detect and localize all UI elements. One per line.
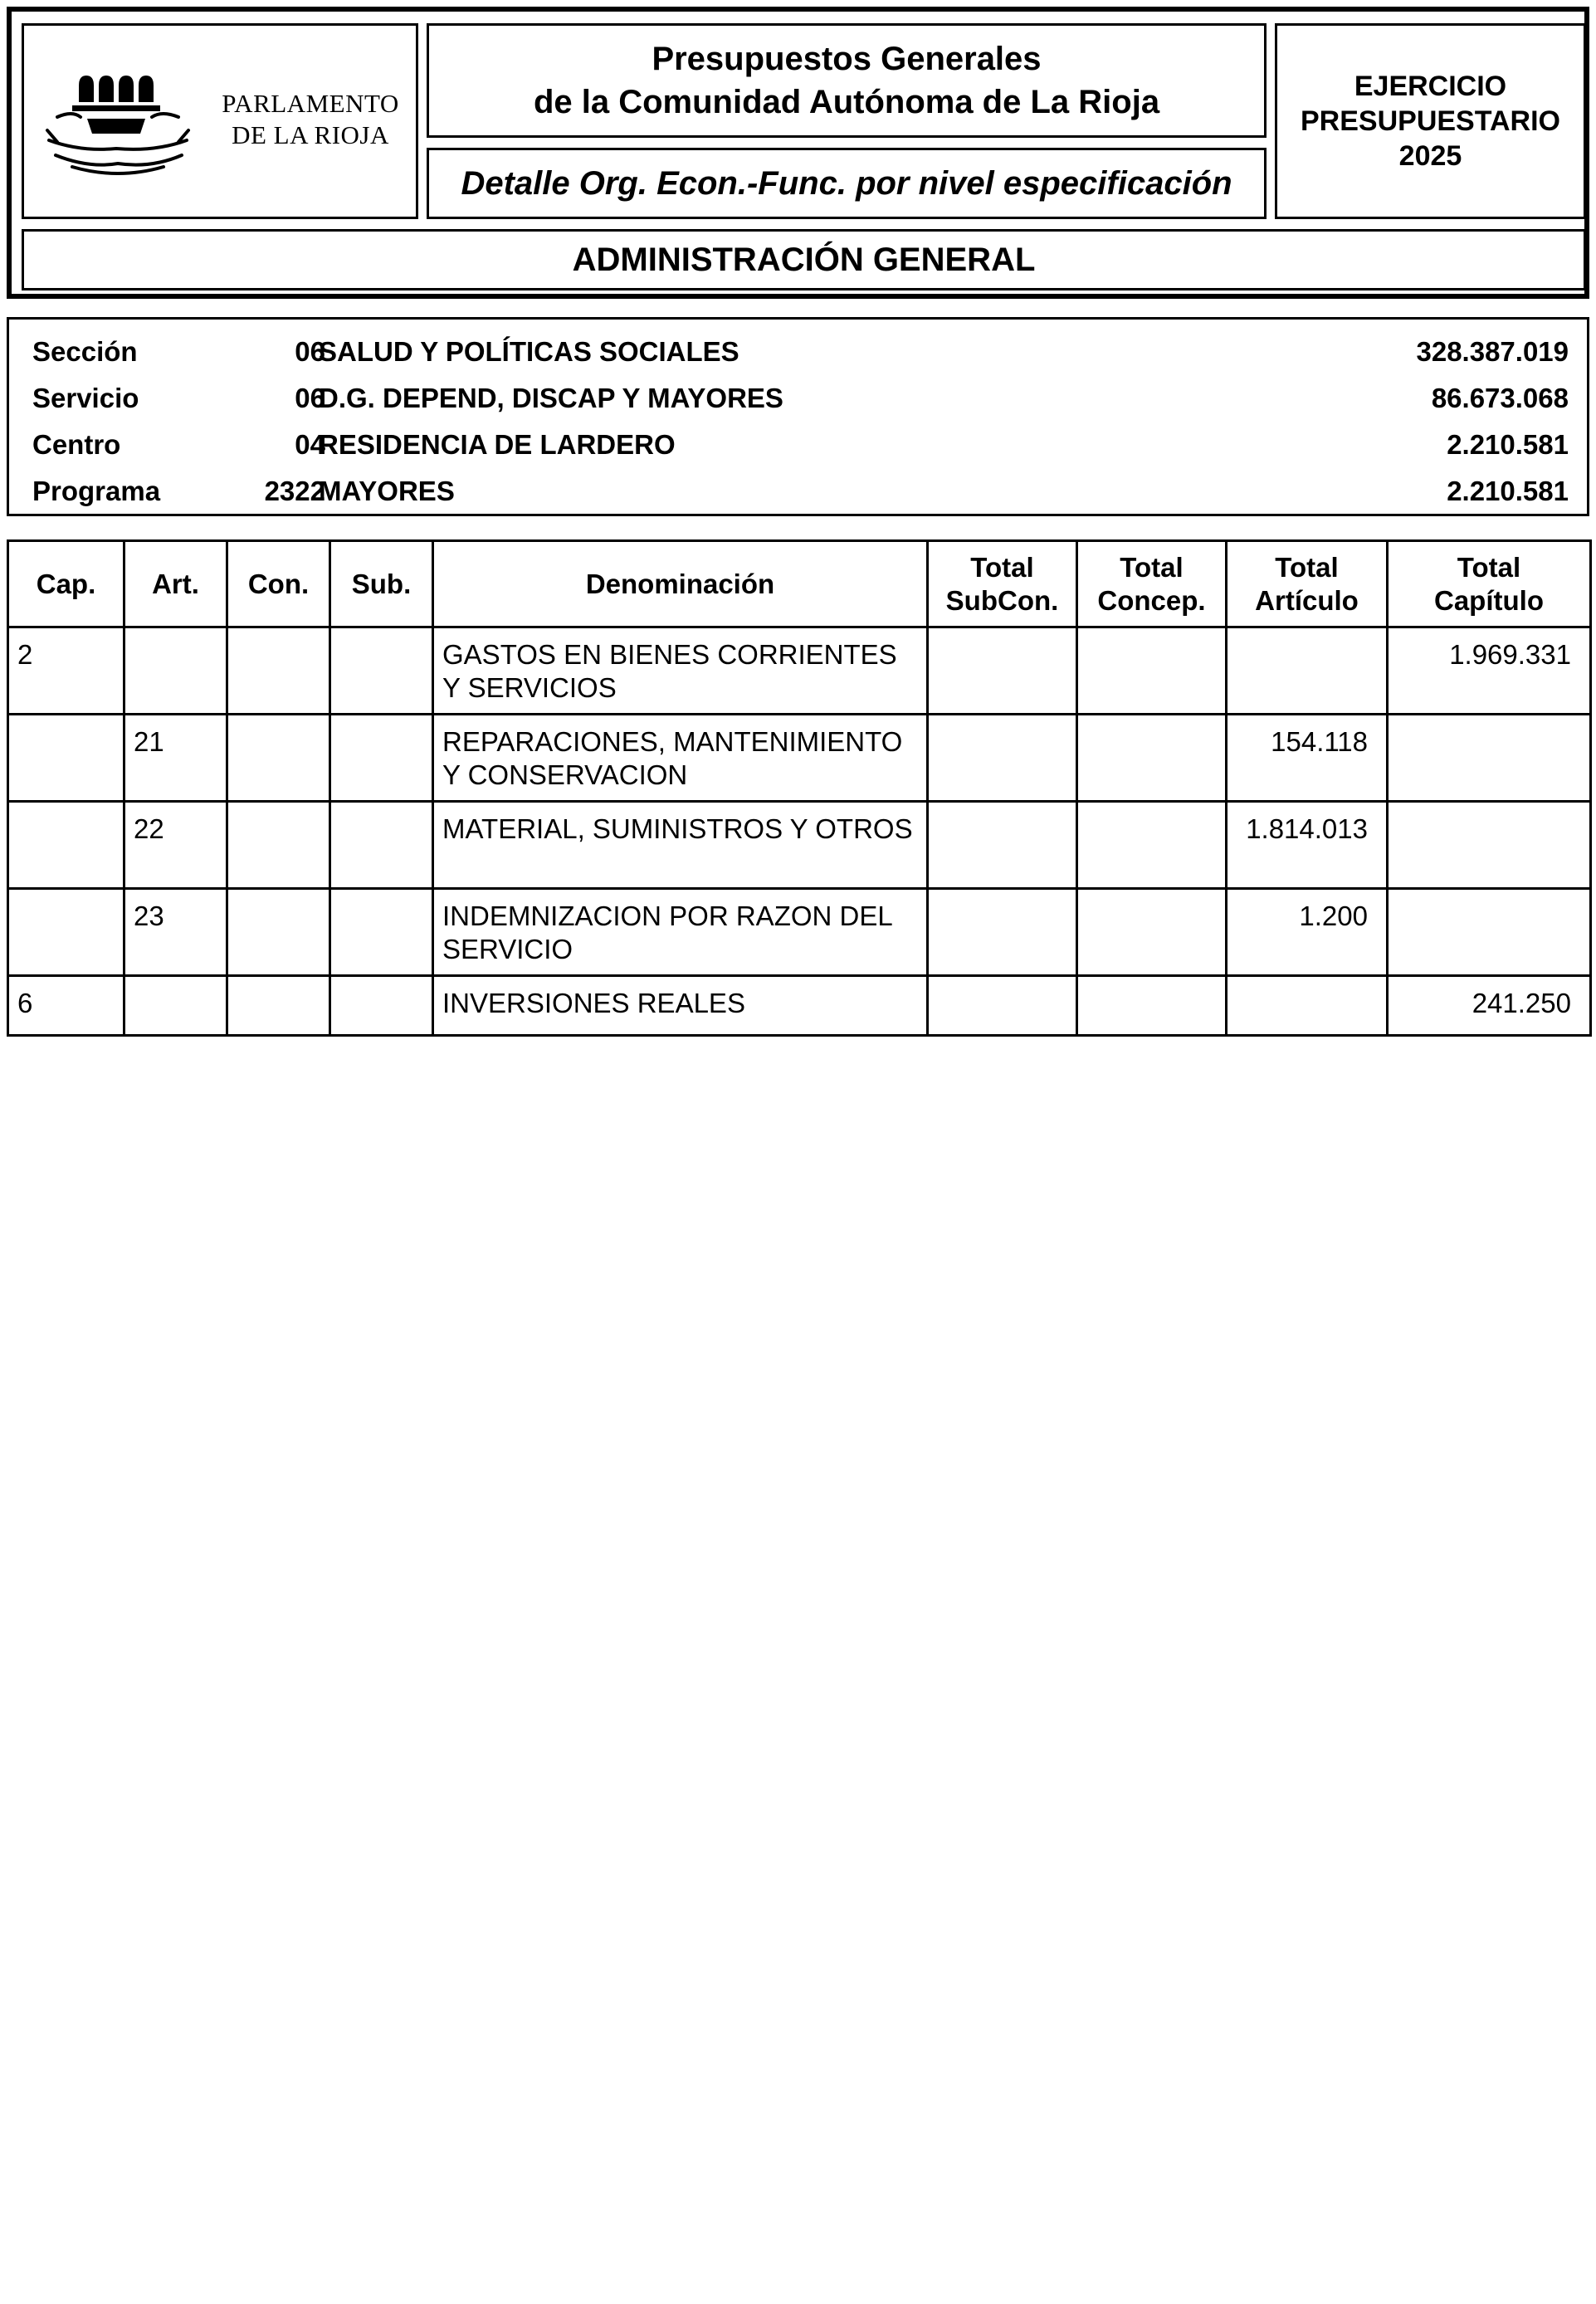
cell-art: 21 (124, 715, 227, 802)
cell-sub (330, 976, 433, 1036)
cell-con (227, 802, 330, 889)
cell-total-concep (1077, 627, 1227, 715)
logo-text-line2: DE LA RIOJA (232, 120, 389, 149)
table-row (8, 715, 1591, 802)
cell-art (124, 976, 227, 1036)
header-text: Total (1457, 551, 1521, 583)
info-label: Servicio (32, 383, 139, 413)
document-title-line2: de la Comunidad Autónoma de La Rioja (533, 84, 1160, 120)
header-text: SubCon. (945, 584, 1059, 616)
table-header-row (8, 541, 1591, 627)
cell-con (227, 627, 330, 715)
info-amount: 2.210.581 (1447, 476, 1569, 506)
cell-denominacion: INVERSIONES REALES (433, 976, 928, 1036)
info-code: 06 (295, 336, 325, 367)
cell-total-subcon (928, 976, 1077, 1036)
header-text: Artículo (1255, 584, 1359, 616)
logo-text-line1: PARLAMENTO (222, 89, 399, 118)
info-label: Sección (32, 336, 138, 367)
cell-art: 23 (124, 889, 227, 976)
cell-total-capitulo (1388, 802, 1591, 889)
header-total-articulo (1227, 541, 1388, 627)
cell-con (227, 715, 330, 802)
info-code: 06 (295, 383, 325, 413)
cell-sub (330, 627, 433, 715)
header-art: Art. (124, 541, 227, 627)
logo-wordmark (207, 88, 414, 151)
cell-art (124, 627, 227, 715)
header-cap: Cap. (8, 541, 124, 627)
info-name: RESIDENCIA DE LARDERO (319, 429, 676, 460)
cell-sub (330, 715, 433, 802)
cell-cap: 2 (8, 627, 124, 715)
cell-cap (8, 715, 124, 802)
table-row (8, 976, 1591, 1036)
cell-con (227, 976, 330, 1036)
info-code: 2322 (264, 476, 325, 506)
document-header (7, 7, 1589, 299)
info-name: D.G. DEPEND, DISCAP Y MAYORES (319, 383, 783, 413)
header-total-concep (1077, 541, 1227, 627)
table-row (8, 627, 1591, 715)
fiscal-year: 2025 (1398, 140, 1462, 172)
info-row-programa (9, 467, 1587, 513)
document-title-line1: Presupuestos Generales (652, 41, 1042, 77)
cell-total-concep (1077, 802, 1227, 889)
info-name: MAYORES (319, 476, 455, 506)
cell-sub (330, 802, 433, 889)
cell-cap (8, 889, 124, 976)
cell-denominacion: GASTOS EN BIENES CORRIENTES Y SERVICIOS (433, 627, 928, 715)
cell-total-subcon (928, 715, 1077, 802)
header-text: Total (1120, 551, 1184, 583)
header-total-capitulo (1388, 541, 1591, 627)
cell-total-articulo (1227, 627, 1388, 715)
info-row-centro (9, 421, 1587, 466)
info-row-servicio (9, 374, 1587, 420)
year-label-line2: PRESUPUESTARIO (1301, 105, 1560, 137)
cell-denominacion: INDEMNIZACION POR RAZON DEL SERVICIO (433, 889, 928, 976)
cell-art: 22 (124, 802, 227, 889)
header-sub: Sub. (330, 541, 433, 627)
subtitle-box (427, 148, 1267, 219)
info-amount: 86.673.068 (1431, 383, 1569, 413)
info-amount: 328.387.019 (1416, 336, 1569, 367)
document-subtitle: Detalle Org. Econ.-Func. por nivel especificación (461, 164, 1232, 202)
fiscal-year-box (1275, 23, 1586, 219)
administration-title: ADMINISTRACIÓN GENERAL (572, 241, 1036, 278)
cell-total-articulo: 154.118 (1227, 715, 1388, 802)
cell-total-subcon (928, 627, 1077, 715)
header-text: Total (1275, 551, 1339, 583)
admin-box (22, 229, 1586, 290)
budget-table (7, 539, 1592, 1037)
table-row (8, 889, 1591, 976)
cell-cap: 6 (8, 976, 124, 1036)
cell-total-articulo (1227, 976, 1388, 1036)
cell-total-capitulo: 241.250 (1388, 976, 1591, 1036)
header-text: Concep. (1097, 584, 1206, 616)
budget-info-section (7, 317, 1589, 516)
cell-total-articulo: 1.814.013 (1227, 802, 1388, 889)
table-row (8, 802, 1591, 889)
cell-total-concep (1077, 889, 1227, 976)
info-label: Centro (32, 429, 121, 460)
year-label-line1: EJERCICIO (1354, 71, 1507, 102)
info-code: 04 (295, 429, 325, 460)
header-text: Total (970, 551, 1034, 583)
logo-box (22, 23, 418, 219)
cell-total-concep (1077, 715, 1227, 802)
cell-sub (330, 889, 433, 976)
cell-total-articulo: 1.200 (1227, 889, 1388, 976)
info-amount: 2.210.581 (1447, 429, 1569, 460)
title-box (427, 23, 1267, 138)
header-con: Con. (227, 541, 330, 627)
cell-total-concep (1077, 976, 1227, 1036)
cell-total-capitulo (1388, 889, 1591, 976)
parliament-logo-icon (39, 59, 205, 183)
info-row-seccion (9, 328, 1587, 373)
cell-denominacion: REPARACIONES, MANTENIMIENTO Y CONSERVACION (433, 715, 928, 802)
cell-con (227, 889, 330, 976)
cell-cap (8, 802, 124, 889)
cell-denominacion: MATERIAL, SUMINISTROS Y OTROS (433, 802, 928, 889)
cell-total-subcon (928, 889, 1077, 976)
info-label: Programa (32, 476, 161, 506)
cell-total-capitulo: 1.969.331 (1388, 627, 1591, 715)
header-denominacion: Denominación (433, 541, 928, 627)
info-name: SALUD Y POLÍTICAS SOCIALES (319, 336, 739, 367)
header-text: Capítulo (1434, 584, 1544, 616)
header-total-subcon (928, 541, 1077, 627)
cell-total-subcon (928, 802, 1077, 889)
cell-total-capitulo (1388, 715, 1591, 802)
